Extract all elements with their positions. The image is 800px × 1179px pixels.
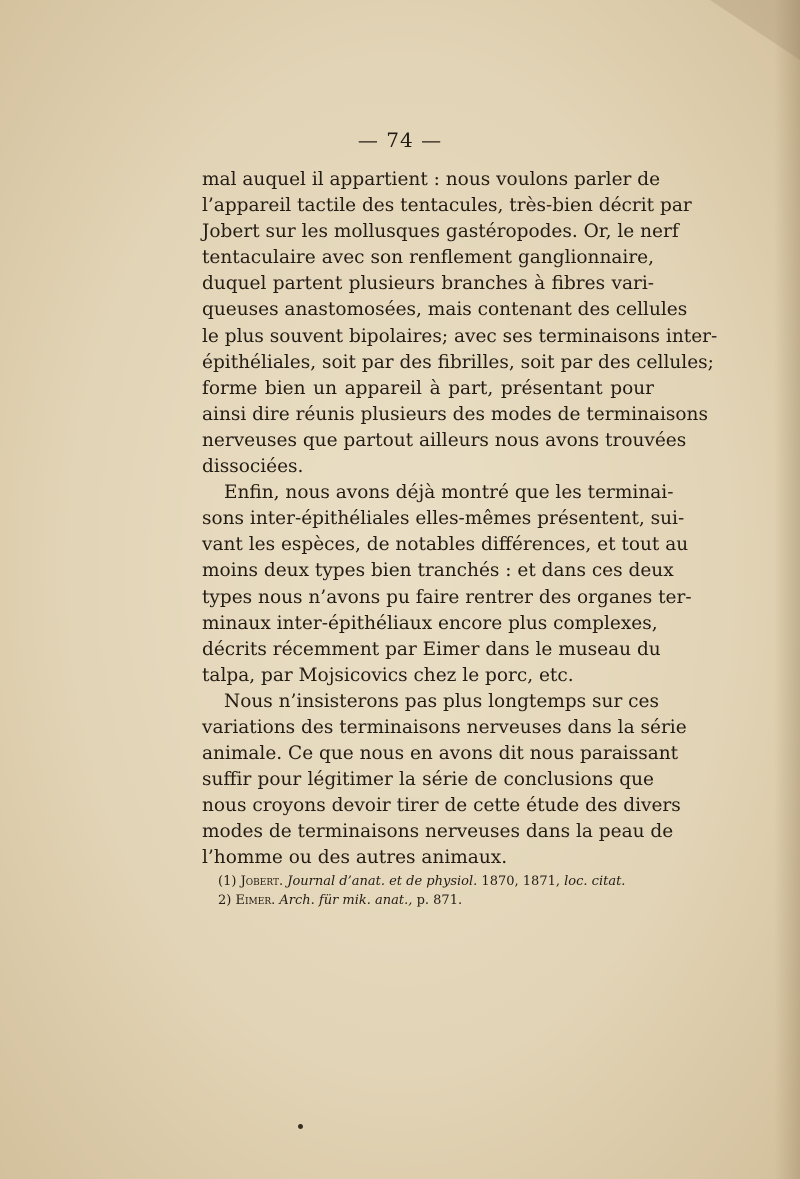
text-line: dissociées. bbox=[202, 456, 304, 478]
text-line: duquel partent plusieurs branches à fibres vari- bbox=[202, 273, 654, 295]
footnote-marker: (1) bbox=[218, 874, 237, 889]
ink-dot bbox=[298, 1124, 303, 1129]
footnotes bbox=[218, 872, 668, 910]
text-line: animale. Ce que nous en avons dit nous paraissant bbox=[202, 743, 679, 765]
text-line: le plus souvent bipolaires; avec ses terminaisons inter- bbox=[202, 325, 718, 347]
text-line: ainsi dire réunis plusieurs des modes de terminaisons bbox=[202, 403, 708, 425]
text-line: Jobert sur les mollusques gastéropodes. Or, le nerf bbox=[202, 221, 679, 243]
body-text bbox=[202, 167, 718, 872]
footnote-author: Jobert. bbox=[240, 874, 284, 889]
text-line: épithéliales, soit par des fibrilles, soit par des cellules; bbox=[202, 351, 714, 373]
text-line: décrits récemment par Eimer dans le museau du bbox=[202, 638, 661, 660]
footnote bbox=[218, 891, 668, 910]
corner-fold bbox=[710, 0, 800, 60]
footnote-details: p. 871. bbox=[416, 893, 463, 908]
text-line: vant les espèces, de notables différences, et tout au bbox=[202, 534, 689, 556]
text-line: sons inter-épithéliales elles-mêmes présentent, sui- bbox=[202, 508, 685, 530]
text-line: l’homme ou des autres animaux. bbox=[202, 847, 508, 869]
text-line: nous croyons devoir tirer de cette étude des divers bbox=[202, 795, 681, 817]
footnote bbox=[218, 872, 668, 891]
footnote-details: 1870, 1871, bbox=[481, 874, 560, 889]
footnote-author: Eimer. bbox=[235, 893, 276, 908]
text-line: suffir pour légitimer la série de conclusions que bbox=[202, 769, 654, 791]
text-line: Nous n’insisterons pas plus longtemps sur ces bbox=[224, 690, 659, 712]
text-line: forme bien un appareil à part, présentant pour bbox=[202, 377, 654, 399]
text-line: modes de terminaisons nerveuses dans la peau de bbox=[202, 821, 674, 843]
footnote-ref: loc. citat. bbox=[564, 874, 626, 889]
text-line: nerveuses que partout ailleurs nous avons trouvées bbox=[202, 429, 687, 451]
page-edge-shadow bbox=[774, 0, 800, 1179]
text-line: tentaculaire avec son renflement ganglionnaire, bbox=[202, 247, 654, 269]
text-line: Enfin, nous avons déjà montré que les terminai- bbox=[224, 482, 674, 504]
text-line: types nous n’avons pu faire rentrer des organes ter- bbox=[202, 586, 692, 608]
text-line: queuses anastomosées, mais contenant des cellules bbox=[202, 299, 688, 321]
page-number: — 74 — bbox=[357, 128, 443, 152]
text-line: variations des terminaisons nerveuses dans la série bbox=[202, 716, 687, 738]
text-line: talpa, par Mojsicovics chez le porc, etc. bbox=[202, 664, 574, 686]
text-line: l’appareil tactile des tentacules, très-bien décrit par bbox=[202, 195, 692, 217]
footnote-title: Arch. für mik. anat., bbox=[279, 893, 413, 908]
text-line: minaux inter-épithéliaux encore plus complexes, bbox=[202, 612, 658, 634]
footnote-title: Journal d’anat. et de physiol. bbox=[287, 874, 478, 889]
text-line: mal auquel il appartient : nous voulons parler de bbox=[202, 169, 661, 190]
text-line: moins deux types bien tranchés : et dans ces deux bbox=[202, 560, 674, 582]
footnote-marker: 2) bbox=[218, 893, 232, 908]
